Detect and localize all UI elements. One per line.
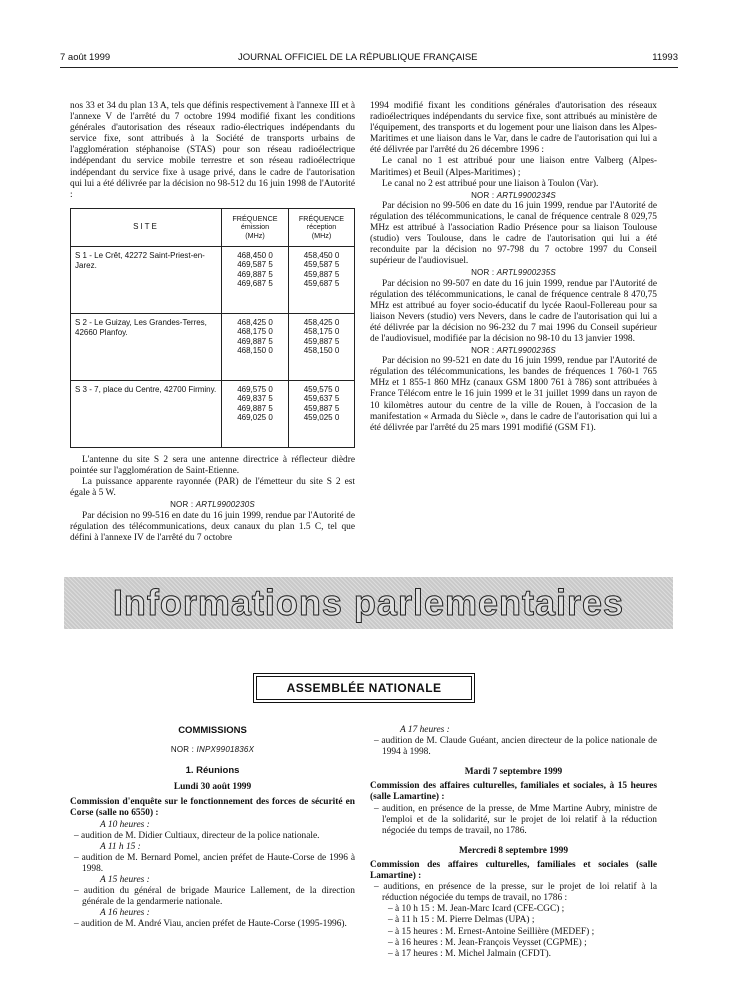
agenda-item: – audition, en présence de la presse, de Mme Martine Aubry, ministre de l'emploi et de la solidarité, sur le projet de loi relatif à la réduction négociée du temps de travail, no 1786. xyxy=(374,803,657,836)
nor-reference: NOR : ARTL9900236S xyxy=(471,346,556,356)
col-site-header: SITE xyxy=(71,208,222,246)
table-header-row xyxy=(71,208,355,246)
agenda-sub-item: – à 10 h 15 : M. Jean-Marc Icard (CFE-CGC) ; xyxy=(388,904,565,915)
table-row xyxy=(71,314,355,381)
nor-reference: NOR : ARTL9900230S xyxy=(170,500,255,510)
intro-paragraph: nos 33 et 34 du plan 13 A, tels que définis respectivement à l'annexe III et à l'annexe V de l'arrêté du 7 octobre 1994 modifié fixant les conditions générales d'autorisation des réseaux radio-électriques indépendants du service fixe, sont attribués à la Société de transports urbains de l'agglomération stéphanoise (STAS) pour son réseau radioélectrique indépendant du service mobile terrestre et son réseau radioélectrique indépendant du service fixe à usage privé, dans le cadre de l'autorisation qui lui a été délivrée par la décision no 98-512 du 16 juin 1998 de l'Autorité : xyxy=(70,101,355,200)
puissance-paragraph: La puissance apparente rayonnée (PAR) de l'émetteur du site S 2 est égale à 5 W. xyxy=(70,477,355,499)
col-emission-header: FRÉQUENCE émission (MHz) xyxy=(222,208,289,246)
emission-cell: 468,450 0 469,587 5 469,887 5 469,687 5 xyxy=(222,247,289,314)
nor-reference: NOR : ARTL9900235S xyxy=(471,268,556,278)
agenda-sub-item: – à 15 heures : M. Ernest-Antoine Seillière (MEDEF) ; xyxy=(388,926,595,937)
reception-cell: 458,450 0 459,587 5 459,887 5 459,687 5 xyxy=(289,247,355,314)
agenda-sub-item: – à 11 h 15 : M. Pierre Delmas (UPA) ; xyxy=(388,915,535,926)
agenda-item: – audition du général de brigade Maurice Lallement, de la direction générale de la gendarmerie nationale. xyxy=(74,886,355,908)
section-banner xyxy=(64,577,673,629)
antenne-paragraph: L'antenne du site S 2 sera une antenne directrice à réflecteur dièdre pointée sur l'agglomération de Saint-Etienne. xyxy=(70,455,355,477)
site-cell: S 3 - 7, place du Centre, 42700 Firminy. xyxy=(71,381,222,448)
time-label: A 17 heures : xyxy=(400,725,450,735)
agenda-item: – audition de M. Didier Cultiaux, directeur de la police nationale. xyxy=(74,830,320,841)
frequency-table xyxy=(70,208,355,448)
commission-title: Commission d'enquête sur le fonctionnement des forces de sécurité en Corse (salle no 6550) : xyxy=(70,797,355,819)
canal-2-paragraph: Le canal no 2 est attribué pour une liaison à Toulon (Var). xyxy=(382,178,599,189)
lower-left-column xyxy=(70,725,355,931)
agenda-sub-item: – à 16 heures : M. Jean-François Veysset (CGPME) ; xyxy=(388,937,587,948)
canal-1-paragraph: Le canal no 1 est attribué pour une liaison entre Valberg (Alpes-Maritimes) et Beuil (Alpes-Maritimes) ; xyxy=(370,156,657,178)
assemblee-nationale-box xyxy=(256,676,472,700)
header-journal: JOURNAL OFFICIEL DE LA RÉPUBLIQUE FRANÇAISE xyxy=(238,52,478,63)
table-row xyxy=(71,247,355,314)
emission-cell: 469,575 0 469,837 5 469,887 5 469,025 0 xyxy=(222,381,289,448)
site-cell: S 1 - Le Crêt, 42272 Saint-Priest-en-Jarez. xyxy=(71,247,222,314)
time-label: A 15 heures : xyxy=(100,875,150,886)
day-heading: Lundi 30 août 1999 xyxy=(173,782,252,793)
section-heading: 1. Réunions xyxy=(185,765,240,777)
time-label: A 11 h 15 : xyxy=(100,841,141,852)
nor-reference: NOR : INPX9901836X xyxy=(170,745,255,755)
continuation-paragraph: 1994 modifié fixant les conditions générales d'autorisation des réseaux radioélectriques indépendants du service fixe, sont attribués au ministère de l'équipement, des transports et du logement pour une liaison dans les Alpes-Maritimes et une liaison dans le Var, dans le cadre de l'autorisation qui lui a été délivrée par l'arrêté du 26 décembre 1996 : xyxy=(370,101,657,156)
upper-right-column xyxy=(370,101,657,434)
commissions-heading: COMMISSIONS xyxy=(178,725,247,736)
decision-paragraph: Par décision no 99-521 en date du 16 juin 1999, rendue par l'Autorité de régulation des télécommunications, les bandes de fréquences 1 760-1 765 MHz et 1 855-1 860 MHz (canaux GSM 1800 761 à 786) sont attribuées à France Télécom entre le 16 juin 1999 et le 31 juillet 1999 dans un rayon de 10 kilomètres autour du centre de la ville de Rouen, à l'occasion de la manifestation « Armada du Siècle », dans le cadre de l'autorisation qui lui a été délivrée par l'arrêté du 25 mars 1991 modifié (GSM F1). xyxy=(370,356,657,433)
agenda-item: – audition de M. Claude Guéant, ancien directeur de la police nationale de 1994 à 1998. xyxy=(374,736,657,758)
agenda-item: – audition de M. Bernard Pomel, ancien préfet de Haute-Corse de 1996 à 1998. xyxy=(74,852,355,874)
day-heading: Mardi 7 septembre 1999 xyxy=(464,767,563,778)
table-row xyxy=(71,381,355,448)
col-reception-header: FRÉQUENCE réception (MHz) xyxy=(289,208,355,246)
upper-left-column xyxy=(70,101,355,544)
decision-paragraph: Par décision no 99-507 en date du 16 juin 1999, rendue par l'Autorité de régulation des télécommunications, le canal de fréquence centrale 8 470,75 MHz est attribué au foyer socio-éducatif du lycée Raoul-Follereau pour sa liaison Nevers (studio) vers Nevers, dans le cadre de l'autorisation qui lui a été délivrée par la décision no 96-232 du 7 mai 1996 du Conseil supérieur de l'audiovisuel, modifiée par la décision no 98-10 du 13 janvier 1998. xyxy=(370,278,657,344)
running-header xyxy=(60,52,678,66)
emission-cell: 468,425 0 468,175 0 469,887 5 468,150 0 xyxy=(222,314,289,381)
header-page-number: 11993 xyxy=(652,52,678,63)
time-label: A 16 heures : xyxy=(100,908,150,919)
banner-title: Informations parlementaires xyxy=(112,582,625,623)
lower-right-column xyxy=(370,725,657,960)
time-label: A 10 heures : xyxy=(100,819,150,830)
decision-paragraph: Par décision no 99-506 en date du 16 juin 1999, rendue par l'Autorité de régulation des télécommunications, le canal de fréquence centrale 8 029,75 MHz est attribué à l'association Radio Présence pour sa liaison Toulouse (studio) vers Toulouse, dans le cadre de l'autorisation qui lui a été reconduite par la décision no 97-798 du 7 octobre 1997 du Conseil supérieur de l'audiovisuel. xyxy=(370,200,657,267)
reception-cell: 458,425 0 458,175 0 459,887 5 458,150 0 xyxy=(289,314,355,381)
header-rule xyxy=(60,67,678,68)
agenda-item: – auditions, en présence de la presse, sur le projet de loi relatif à la réduction négociée du temps de travail, no 1786 : xyxy=(374,882,657,904)
decision-paragraph: Par décision no 99-516 en date du 16 juin 1999, rendue par l'Autorité de régulation des télécommunications, deux canaux du plan 1.5 C, tel que défini à l'annexe IV de l'arrêté du 7 octobre xyxy=(70,510,355,543)
agenda-sub-item: – à 17 heures : M. Michel Jalmain (CFDT). xyxy=(388,948,551,959)
commission-title: Commission des affaires culturelles, familiales et sociales, à 15 heures (salle Lamartine) : xyxy=(370,781,657,803)
nor-reference: NOR : ARTL9900234S xyxy=(471,190,556,200)
commission-title: Commission des affaires culturelles, familiales et sociales (salle Lamartine) : xyxy=(370,859,657,882)
assemblee-title: ASSEMBLÉE NATIONALE xyxy=(286,681,442,695)
header-date: 7 août 1999 xyxy=(60,52,111,63)
day-heading: Mercredi 8 septembre 1999 xyxy=(458,845,569,856)
reception-cell: 459,575 0 459,637 5 459,887 5 459,025 0 xyxy=(289,381,355,448)
agenda-item: – audition de M. André Viau, ancien préfet de Haute-Corse (1995-1996). xyxy=(74,919,347,930)
site-cell: S 2 - Le Guizay, Les Grandes-Terres, 42660 Planfoy. xyxy=(71,314,222,381)
